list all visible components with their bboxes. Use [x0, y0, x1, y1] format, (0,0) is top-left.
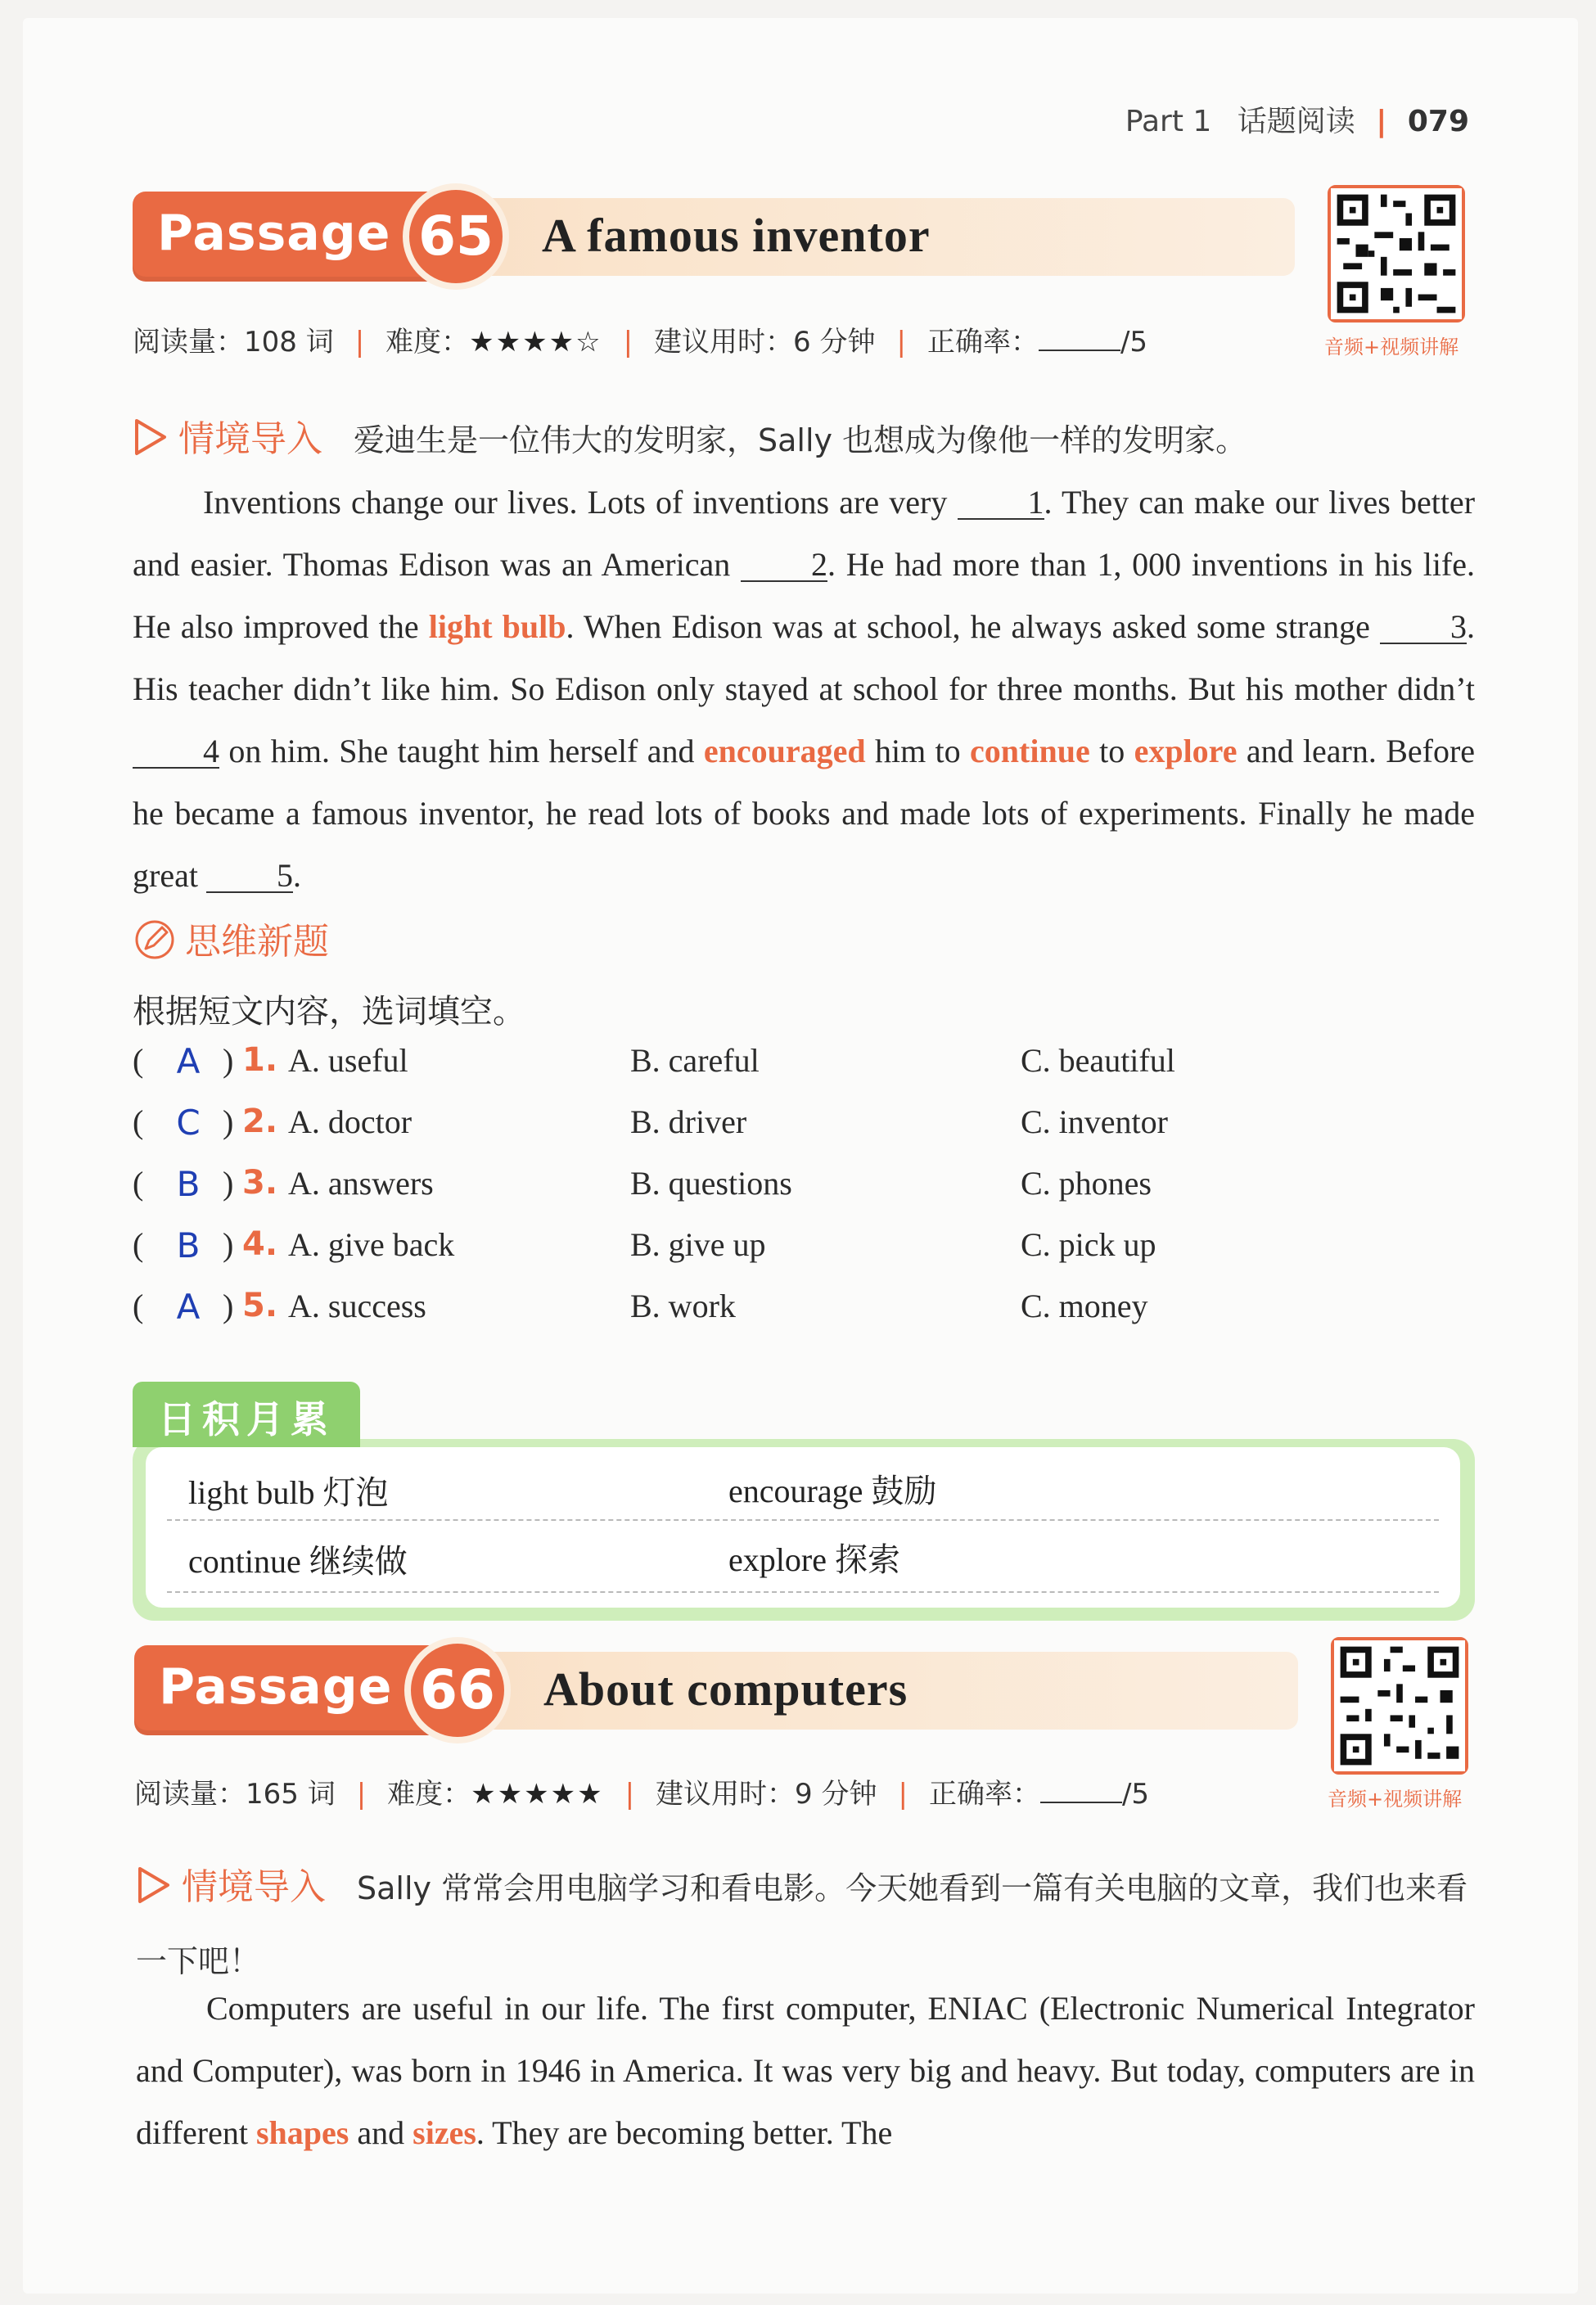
passage-66-banner: [134, 1645, 1298, 1735]
passage-title: About computers: [543, 1662, 908, 1716]
vocab-title: 日积月累: [158, 1397, 335, 1441]
suggested-time: 建议用时：9 分钟: [656, 1778, 877, 1811]
accuracy-label: 正确率：: [928, 1778, 1040, 1811]
play-arrow-icon: [136, 1865, 172, 1906]
question-1: ( A ) 1. A. useful B. careful C. beautiful: [133, 1041, 1175, 1081]
difficulty-stars-icon: ★★★★★: [471, 1778, 604, 1811]
vocab-item-encourage: encourage 鼓励: [728, 1473, 937, 1510]
question-2: ( C ) 2. A. doctor B. driver C. inventor: [133, 1103, 1168, 1143]
section-label: 话题阅读: [1237, 105, 1355, 138]
intro-heading: 情境导入: [182, 1866, 326, 1908]
passage-label: Passage: [159, 1658, 393, 1716]
option-b: B. give up: [630, 1226, 766, 1263]
vocab-divider: [167, 1519, 1439, 1521]
difficulty-label: 难度：: [387, 1778, 471, 1811]
option-c: C. money: [1021, 1288, 1148, 1324]
blank-2[interactable]: 2: [741, 549, 827, 582]
accuracy-blank[interactable]: [1040, 1780, 1122, 1803]
page-number: 079: [1407, 105, 1469, 138]
vocab-divider: [167, 1591, 1439, 1593]
blank-1[interactable]: 1: [958, 487, 1044, 520]
question-3: ( B ) 3. A. answers B. questions C. phones: [133, 1164, 1152, 1204]
keyword-light-bulb: light bulb: [428, 608, 566, 645]
qr-caption: 音频+视频讲解: [1324, 336, 1459, 359]
accuracy-total: /5: [1120, 326, 1148, 359]
play-arrow-icon: [133, 417, 169, 458]
passage-number: 65: [418, 205, 494, 268]
qr-pattern: [1331, 188, 1462, 319]
question-4: ( B ) 4. A. give back B. give up C. pick up: [133, 1225, 1156, 1265]
word-count: 阅读量：165 词: [134, 1778, 336, 1811]
answer-4[interactable]: B: [176, 1225, 201, 1265]
passage-title: A famous inventor: [542, 209, 931, 262]
difficulty-label: 难度：: [385, 326, 470, 359]
option-b: B. questions: [630, 1165, 792, 1202]
passage-66-text: Computers are useful in our life. The first computer, ENIAC (Electronic Numerical Integrator and Computer), was born in 1946 in America. It was very big and heavy. But today, computers are in different shapes and sizes. They are becoming better. The: [136, 1990, 1475, 2151]
question-number: 2.: [242, 1103, 278, 1140]
keyword-explore: explore: [1134, 733, 1238, 769]
intro-heading: 情境导入: [178, 418, 322, 460]
keyword-continue: continue: [970, 733, 1090, 769]
question-5: ( A ) 5. A. success B. work C. money: [133, 1287, 1148, 1327]
option-a: A. useful: [288, 1042, 408, 1079]
difficulty-stars-icon: ★★★★☆: [469, 326, 602, 359]
vocab-item-explore: explore 探索: [728, 1541, 900, 1579]
accuracy-total: /5: [1121, 1778, 1150, 1811]
answer-5[interactable]: A: [176, 1287, 201, 1327]
answer-1[interactable]: A: [176, 1041, 201, 1081]
passage-number: 66: [420, 1658, 495, 1721]
option-a: A. success: [288, 1288, 426, 1324]
passage-65-meta: 阅读量：108 词 | 难度：★★★★☆ | 建议用时：6 分钟 | 正确率： /5: [133, 326, 1148, 359]
option-c: C. pick up: [1021, 1226, 1156, 1263]
passage-66-meta: 阅读量：165 词 | 难度：★★★★★ | 建议用时：9 分钟 | 正确率： /5: [134, 1778, 1150, 1811]
accuracy-label: 正确率：: [926, 326, 1039, 359]
keyword-encouraged: encouraged: [703, 733, 866, 769]
vocab-item-light-bulb: light bulb 灯泡: [188, 1474, 389, 1512]
passage-65-intro: [133, 409, 1247, 462]
instruction: 根据短文内容，选词填空。: [133, 993, 525, 1031]
option-c: C. beautiful: [1021, 1042, 1175, 1079]
option-a: A. answers: [288, 1165, 434, 1202]
qr-code-icon[interactable]: [1331, 1637, 1468, 1775]
task-heading-row: [133, 912, 329, 964]
blank-3[interactable]: 3: [1380, 611, 1467, 644]
intro-text: 爱迪生是一位伟大的发明家，Sally 也想成为像他一样的发明家。: [354, 422, 1247, 458]
qr-pattern: [1334, 1640, 1465, 1771]
question-number: 4.: [242, 1225, 278, 1263]
option-b: B. driver: [630, 1103, 747, 1140]
divider: |: [1376, 105, 1387, 138]
vocab-item-continue: continue 继续做: [188, 1543, 408, 1581]
option-a: A. doctor: [288, 1103, 413, 1140]
part-label: Part 1: [1125, 105, 1212, 138]
option-a: A. give back: [288, 1226, 455, 1263]
suggested-time: 建议用时：6 分钟: [654, 326, 876, 359]
passage-label: Passage: [157, 205, 391, 262]
question-number: 5.: [242, 1287, 278, 1324]
accuracy-blank[interactable]: [1039, 328, 1120, 351]
passage-65-banner: [133, 192, 1295, 282]
qr-caption: 音频+视频讲解: [1328, 1788, 1463, 1811]
option-c: C. phones: [1021, 1165, 1152, 1202]
blank-5[interactable]: 5: [206, 860, 293, 893]
running-head: [1125, 98, 1469, 140]
vocab-inner: [146, 1447, 1460, 1608]
pen-circle-icon: [133, 918, 177, 962]
keyword-shapes: shapes: [255, 2114, 349, 2151]
task-heading: 思维新题: [185, 921, 329, 963]
qr-code-icon[interactable]: [1328, 185, 1465, 323]
intro-text: Sally 常常会用电脑学习和看电影。今天她看到一篇有关电脑的文章，我们也来看一下吧！: [136, 1870, 1468, 1979]
blank-4[interactable]: 4: [133, 736, 219, 769]
answer-2[interactable]: C: [176, 1103, 201, 1143]
passage-65-text: Inventions change our lives. Lots of inventions are very 1. They can make our lives better and easier. Thomas Edison was an American 2. He had more than 1, 000 inventions in his life. He also improved the light bulb. When Edison was at school, he always asked some strange 3. His teacher didn’t like him. So Edison only stayed at school for three months. But his mother didn’t 4 on him. She taught him herself and encouraged him to continue to explore and learn. Before he became a famous inventor, he read lots of books and made lots of experiments. Finally he made great 5.: [133, 484, 1476, 894]
question-number: 1.: [242, 1041, 278, 1079]
question-list: [133, 1041, 1475, 1360]
question-number: 3.: [242, 1164, 278, 1202]
option-c: C. inventor: [1021, 1103, 1168, 1140]
option-b: B. work: [630, 1288, 736, 1324]
answer-3[interactable]: B: [176, 1164, 201, 1204]
option-b: B. careful: [630, 1042, 760, 1079]
word-count: 阅读量：108 词: [133, 326, 334, 359]
keyword-sizes: sizes: [413, 2114, 476, 2151]
